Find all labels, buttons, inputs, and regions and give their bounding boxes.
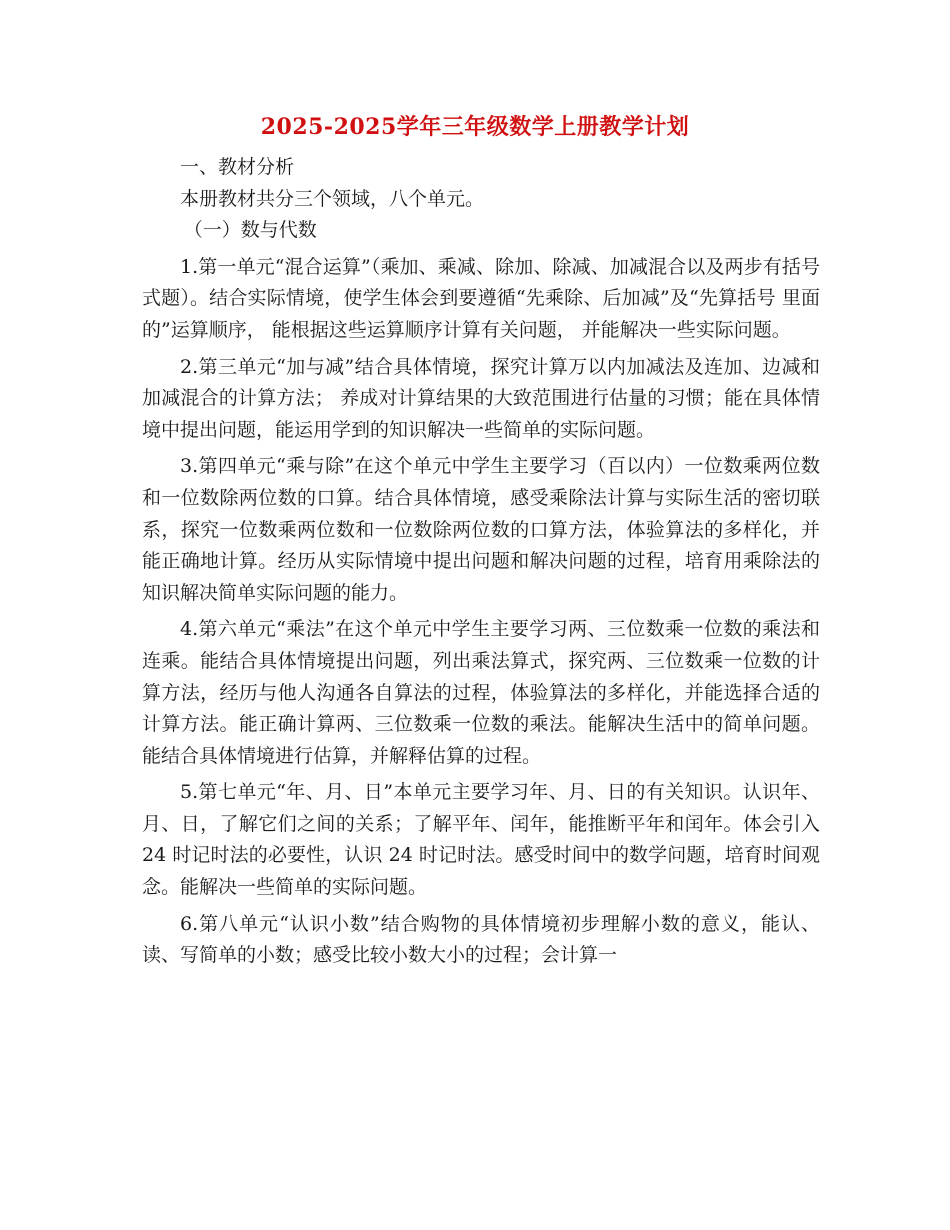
- section-heading-textbook-analysis: 一、教材分析: [180, 156, 295, 178]
- paragraph-unit-4: 3.第四单元“乘与除”在这个单元中学生主要学习（百以内）一位数乘两位数和一位数除两位数的口算。结合具体情境，感受乘除法计算与实际生活的密切联系，探究一位数乘两位数和一位数除两位数的口算方法，体验算法的多样化，并能正确地计算。经历从实际情境中提出问题和解决问题的过程，培育用乘除法的 知识解决简单实际问题的能力。: [142, 455, 820, 604]
- document-body: [142, 152, 820, 972]
- paragraph-unit-7: 5.第七单元“年、月、日”本单元主要学习年、月、日的有关知识。认识年、 月、日，了解它们之间的关系；了解平年、闰年，能推断平年和闰年。体会引入 24 时记时法的必要性，认识 24 时记时法。感受时间中的数学问题，培育时间观 念。能解决一些简单的实际问题。: [142, 781, 820, 899]
- intro-paragraph: 本册教材共分三个领域，八个单元。: [180, 187, 485, 210]
- paragraph-unit-1: 1.第一单元“混合运算”（乘加、乘减、除加、除减、加减混合以及两步有括号 式题）。结合实际情境，使学生体会到要遵循“先乘除、后加减”及“先算括号 里面的”运算顺序， 能根据这些运算顺序计算有关问题， 并能解决一些实际问题。: [142, 255, 820, 341]
- subsection-heading-number-algebra: （一）数与代数: [183, 219, 317, 242]
- paragraph-unit-3: 2.第三单元“加与减”结合具体情境，探究计算万以内加减法及连加、边减和 加减混合的计算方法； 养成对计算结果的大致范围进行估量的习惯；能在具体情境中提出问题，能运用学到的知识解决一些简单的实际问题。: [142, 355, 820, 441]
- paragraph-unit-8: 6.第八单元“认识小数”结合购物的具体情境初步理解小数的意义，能认、读、写简单的小数；感受比较小数大小的过程；会计算一: [142, 912, 820, 967]
- document-title: 2025-2025学年三年级数学上册教学计划: [260, 114, 690, 140]
- paragraph-unit-6: 4.第六单元“乘法”在这个单元中学生主要学习两、三位数乘一位数的乘法和 连乘。能结合具体情境提出问题，列出乘法算式，探究两、三位数乘一位数的计算方法，经历与他人沟通各自算法的过程，体验算法的多样化，并能选择合适的计算方法。能正确计算两、三位数乘一位数的乘法。能解决生活中的简单问题。能结合具体情境进行估算，并解释估算的过程。: [142, 618, 820, 767]
